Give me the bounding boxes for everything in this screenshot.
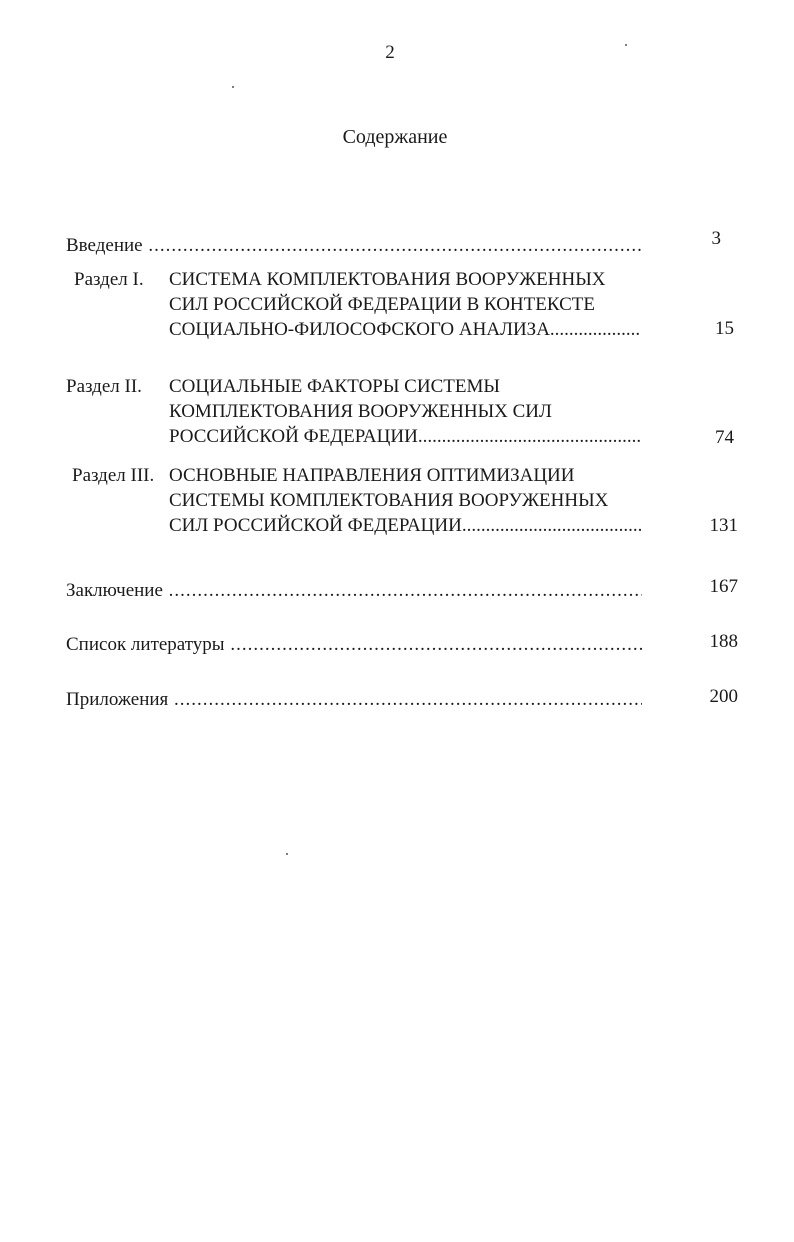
section-1-page: 15: [715, 318, 734, 339]
toc-entry-references-label: Список литературы .....: [66, 632, 642, 657]
toc-title: Содержание: [342, 126, 448, 148]
toc-entry-conclusion-page: 167: [709, 576, 738, 597]
section-3-title[interactable]: [169, 463, 641, 538]
section-3-line-3: СИЛ РОССИЙСКОЙ ФЕДЕРАЦИИ .....: [169, 513, 641, 538]
toc-entry-appendices-page: 200: [709, 686, 738, 707]
section-3-label: Раздел III.: [72, 465, 155, 486]
toc-entry-conclusion-label: Заключение .....: [66, 578, 642, 603]
toc-entry-appendices-label: Приложения .....: [66, 687, 642, 712]
section-2-title[interactable]: [169, 374, 641, 449]
section-1-line-2: СИЛ РОССИЙСКОЙ ФЕДЕРАЦИИ В КОНТЕКСТЕ: [169, 294, 595, 315]
scan-speck: [286, 853, 288, 855]
section-1-label: Раздел I.: [74, 269, 144, 290]
scan-speck: [232, 86, 234, 88]
toc-entry-references[interactable]: [66, 632, 642, 657]
toc-entry-intro[interactable]: [66, 233, 642, 258]
page-number: 2: [385, 42, 395, 63]
toc-entry-appendices[interactable]: [66, 687, 642, 712]
toc-entry-intro-label: Введение .....: [66, 233, 642, 258]
section-1-line-3: СОЦИАЛЬНО-ФИЛОСОФСКОГО АНАЛИЗА .....: [169, 317, 641, 342]
section-2-line-2: КОМПЛЕКТОВАНИЯ ВООРУЖЕННЫХ СИЛ: [169, 401, 552, 422]
section-2-line-3: РОССИЙСКОЙ ФЕДЕРАЦИИ .....: [169, 424, 641, 449]
section-1-title[interactable]: [169, 267, 641, 342]
scan-speck: [625, 44, 627, 46]
section-2-line-1: СОЦИАЛЬНЫЕ ФАКТОРЫ СИСТЕМЫ: [169, 376, 500, 397]
section-3-page: 131: [709, 515, 738, 536]
toc-entry-intro-page: 3: [711, 228, 721, 249]
toc-entry-references-page: 188: [709, 631, 738, 652]
section-2-label: Раздел II.: [66, 376, 142, 397]
section-3-line-1: ОСНОВНЫЕ НАПРАВЛЕНИЯ ОПТИМИЗАЦИИ: [169, 465, 575, 486]
toc-entry-conclusion[interactable]: [66, 578, 642, 603]
section-1-line-1: СИСТЕМА КОМПЛЕКТОВАНИЯ ВООРУЖЕННЫХ: [169, 269, 606, 290]
section-2-page: 74: [715, 427, 734, 448]
section-3-line-2: СИСТЕМЫ КОМПЛЕКТОВАНИЯ ВООРУЖЕННЫХ: [169, 490, 609, 511]
